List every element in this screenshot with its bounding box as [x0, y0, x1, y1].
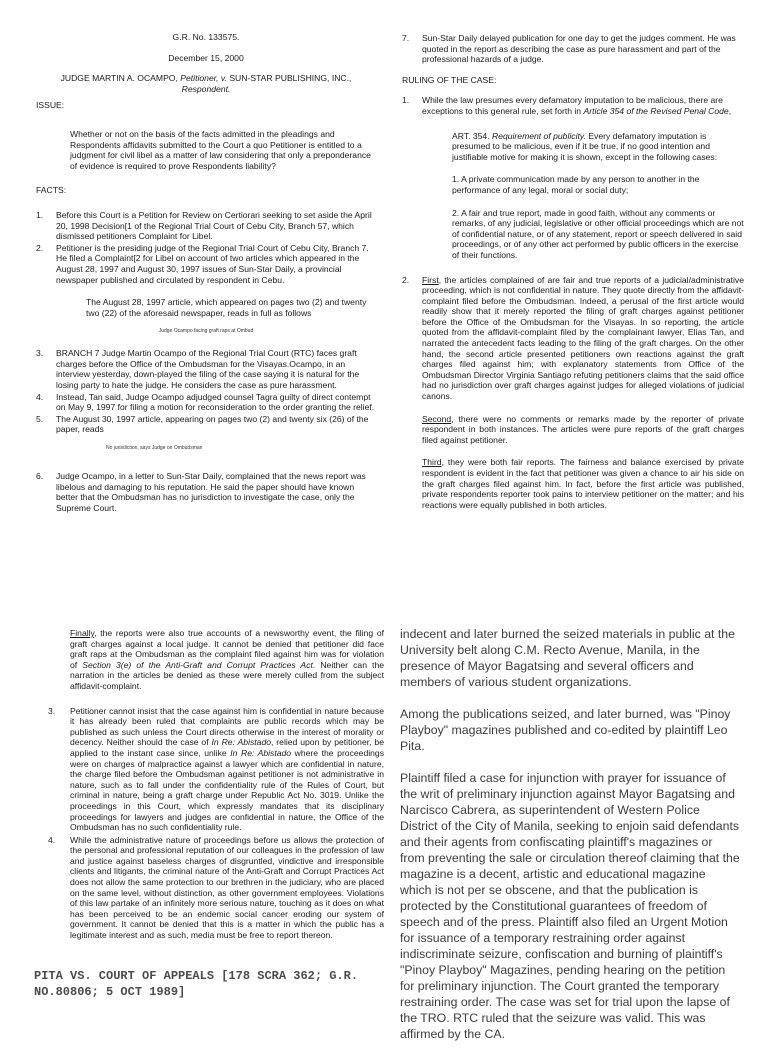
- article-354-item-2: 2. A fair and true report, made in good faith, without any comments or remarks, of any judicial, legislative or other official proceedings which are not of confidential nature, or of any statement, report or speech delivered in said proceedings, or of any other act performed by public officers in the exercise of their functions.: [452, 207, 744, 260]
- list-item: 2. First, the articles complained of are fair and true reports of a judicial/administrative proceeding, which is not confidential in nature. They quote directly from the affidavit-complaint filed before the Ombudsman. Indeed, a perusal of the first article would readily show that it merely reported the filing of graft charges against petitioner before the Office of the Ombudsman for the Visayas. In so reporting, the article quoted from the affidavit-complaint filed by the complainant lawyer, Elias Tan, and narrated the antecedent facts leading to the filing of the graft charges. On the other hand, the second article presented petitioners own reactions against the graft charges filed against him; with explanatory statements from Office of the Ombudsman Director Virginia Santiago refuting petitioners claims that the said office had no jurisdiction over graft charges against judges for alleged violations of judicial canons.: [402, 274, 744, 402]
- page2-left-column: [48, 628, 384, 941]
- page1-left-column: [36, 32, 376, 513]
- facts-list-3: [36, 471, 376, 513]
- facts-heading: FACTS:: [36, 185, 67, 196]
- list-item: 3. Petitioner cannot insist that the case against him is confidential in nature because it has already been ruled that complaints are public records which may be published as such unless the Court directs otherwise in the interest of morality or decency. Neither should the case of In Re: Abistado, relied upon by petitioner, be applied to the instant case since, unlike In Re: Abistado where the proceedings were on charges of malpractice against a lawyer which are confidential in nature, the charge filed before the Ombudsman against petitioner is not administrative in nature, such as to fall under the confidentiality rule of the Rules of Court, but criminal in nature, being a graft charge under Republic Act No. 3019. Unlike the proceedings in this Court, which expressly mandates that its disciplinary proceedings for lawyers and judges are confidential in nature, the Office of the Ombudsman has no such confidentiality rule.: [48, 705, 384, 833]
- issue-text: Whether or not on the basis of the facts admitted in the pleadings and Respondents affidavits submitted to the Court a quo Petitioner is entitled to a judgment for civil libel as a matter of law considering that only a preponderance of evidence is required to prove Respondents liability?: [70, 128, 371, 171]
- second-point: Second, there were no comments or remarks made by the reporter of private respondent in both instances. The articles were pure reports of the graft charges filed against petitioner.: [422, 413, 744, 445]
- list-item: 4. Instead, Tan said, Judge Ocampo adjudged counsel Tagra guilty of direct contempt on May 9, 1997 for filing a motion for reconsideration to the order granting the relief.: [36, 391, 375, 413]
- aug28-note: The August 28, 1997 article, which appeared on pages two (2) and twenty two (22) of the aforesaid newspaper, reads in full as follows: [86, 297, 367, 318]
- page1-right-column: [402, 32, 744, 510]
- article-354-item-1: 1. A private communication made by any person to another in the performance of any legal, moral or social duty;: [452, 174, 700, 195]
- pita-case-title: PITA VS. COURT OF APPEALS [178 SCRA 362; G.R. NO.80806; 5 OCT 1989]: [34, 969, 359, 999]
- headline-1: Judge Ocampo facing graft raps at Ombud: [158, 328, 254, 335]
- headline-2: No jurisdiction, says Judge on Ombudsman: [106, 445, 203, 452]
- pita-paragraph-1: indecent and later burned the seized materials in public at the University belt along C.M. Recto Avenue, Manila, in the presence of Mayor Bagatsing and several officers and members of various student organizations.: [400, 627, 735, 689]
- list-item: 2. Petitioner is the presiding judge of the Regional Trial Court of Cebu City, Branch 7. He filed a Complaint[2 for Libel on account of two articles which appeared in the August 28, 1997 and August 30, 1997 issues of Sun-Star Daily, a provincial newspaper published and circulated by respondent in Cebu.: [36, 242, 369, 285]
- case-number: G.R. No. 133575.: [172, 32, 240, 42]
- ruling-heading: RULING OF THE CASE:: [402, 74, 497, 85]
- case-parties: JUDGE MARTIN A. OCAMPO, Petitioner, v. SUN-STAR PUBLISHING, INC., Respondent.: [60, 73, 352, 94]
- list-item: 3. BRANCH 7 Judge Martin Ocampo of the Regional Trial Court (RTC) faces graft charges before the Office of the Ombudsman for the Visayas.Ocampo, in an interview yesterday, down-played the filing of the case saying it is natural for the losing party to hate the judge. He considers the case as pure harassment.: [36, 348, 360, 391]
- facts-list-2: [36, 348, 376, 435]
- article-354-block: [452, 131, 744, 261]
- list-item: 4. While the administrative nature of proceedings before us allows the protection of the personal and professional reputation of our colleagues in the profession of law and justice against baseless charges of disgruntled, vindictive and irresponsible clients and litigants, the criminal nature of the Anti-Graft and Corrupt Practices Act does not allow the same protection to our brethren in the judiciary, who are placed on the same level, without distinction, as other government employees. Violations of this law partake of an infinitely more serious nature, touching as it does on what has been perceived to be an endemic social cancer eroding our system of government. It cannot be denied that this is a matter in which the public has a legitimate interest and as such, media must be free to report thereon.: [48, 834, 384, 941]
- list-item: 1. Before this Court is a Petition for Review on Certiorari seeking to set aside the April 20, 1998 Decision[1 of the Regional Trial Court of Cebu City, Branch 57, which dismissed petitioners Complaint for Libel.: [36, 209, 372, 242]
- case-date: December 15, 2000: [168, 52, 244, 63]
- page2-right-column: [400, 626, 740, 1058]
- list-item: 6. Judge Ocampo, in a letter to Sun-Star Daily, complained that the news report was libelous and damaging to his reputation. He said the paper should have known better that the Ombudsman has no jurisdiction to investigate the case, only the Supreme Court.: [36, 471, 366, 513]
- list-item: 7. Sun-Star Daily delayed publication for one day to get the judges comment. He was quoted in the report as describing the case as pure harassment and part of the professional hazards of a judge.: [402, 33, 736, 65]
- list-item: 1. While the law presumes every defamatory imputation to be malicious, there are exceptions to this general rule, set forth in Article 354 of the Revised Penal Code,: [402, 95, 732, 116]
- issue-heading: ISSUE:: [36, 100, 65, 111]
- list-item: 5. The August 30, 1997 article, appearing on pages two (2) and twenty six (26) of the paper, reads: [36, 413, 369, 435]
- article-354-text: ART. 354. Requirement of publicity. Every defamatory imputation is presumed to be malicious, even if it be true, if no good intention and justifiable motive for making it is shown, except in the following cases:: [452, 130, 718, 162]
- third-point: Third, they were both fair reports. The fairness and balance exercised by private respondent is evident in the fact that petitioner was given a chance to air his side on the graft charges filed against him. In fact, before the first article was published, private respondents reporter took pains to interview petitioner on the matter; and his reactions were equally published in both articles.: [422, 457, 744, 510]
- finally-point: Finally, the reports were also true accounts of a newsworthy event, the filing of graft charges against a local judge. It cannot be denied that petitioner did face graft raps at the Ombudsman as the complaint filed against him was for violation of Section 3(e) of the Anti-Graft and Corrupt Practices Act. Neither can the narration in the articles be denied as these were merely culled from the subject affidavit-complaint.: [70, 628, 384, 691]
- document-page-2: [0, 612, 768, 1041]
- pita-paragraph-2: Among the publications seized, and later burned, was "Pinoy Playboy" magazines published and co-edited by plaintiff Leo Pita.: [400, 707, 731, 753]
- facts-list: [36, 210, 376, 285]
- pita-paragraph-3: Plaintiff filed a case for injunction with prayer for issuance of the writ of preliminary injunction against Mayor Bagatsing and Narcisco Cabrera, as superintendent of Western Police District of the City of Manila, seeking to enjoin said defendants and their agents from confiscating plaintiff's magazines or from preventing the sale or circulation thereof claiming that the magazine is a decent, artistic and educational magazine which is not per se obscene, and that the publication is protected by the Constitutional guarantees of freedom of speech and of the press. Plaintiff also filed an Urgent Motion for issuance of a temporary restraining order against indiscriminate seizure, confiscation and burning of plaintiff's "Pinoy Playboy" Magazines, pending hearing on the petition for preliminary injunction. The Court granted the temporary restraining order. The case was set for trial upon the lapse of the TRO. RTC ruled that the seizure was valid. This was affirmed by the CA.: [400, 771, 740, 1041]
